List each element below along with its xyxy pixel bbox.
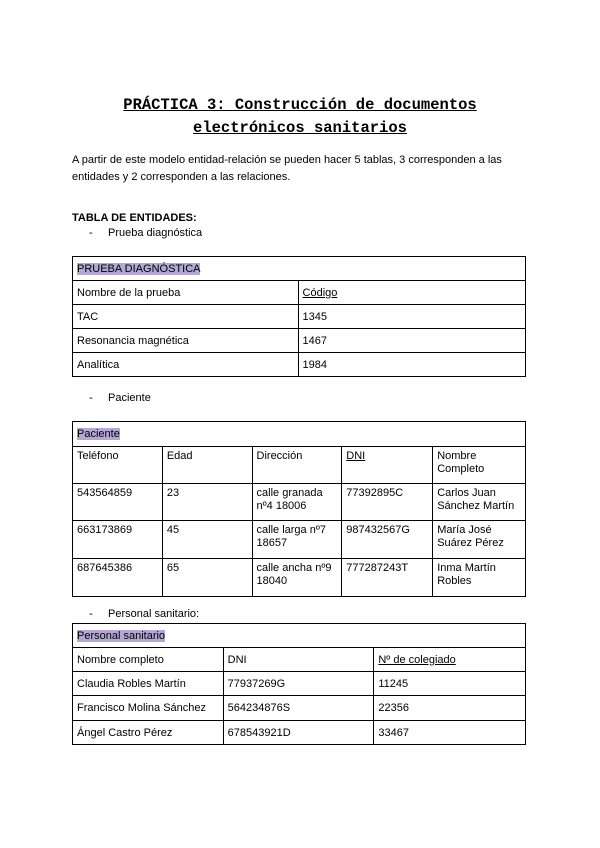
table-title-row [73,422,526,447]
header-cell: Nombre completo [73,648,224,672]
table-cell: 77392895C [342,484,433,521]
table-row [73,721,526,745]
bullet-personal: - Personal sanitario: [89,608,200,620]
personal-table-title: Personal sanitario [77,629,166,642]
intro-paragraph: A partir de este modelo entidad-relación se pueden hacer 5 tablas, 3 corresponden a las entidades y 2 corresponden a las relaciones. [72,154,502,183]
table-header-row [73,648,526,672]
table-cell: 23 [162,484,252,521]
header-cell: DNI [346,450,366,462]
table-row [73,329,526,353]
table-row [73,305,526,329]
table-cell: 11245 [374,672,526,696]
table-cell: 564234876S [223,696,374,721]
header-cell: Nombre Completo [433,447,526,484]
title-line-1: PRÁCTICA 3: Construcción de documentos [123,96,477,114]
table-row [73,521,526,559]
table-header-row [73,281,526,305]
section-heading: TABLA DE ENTIDADES: [72,212,197,224]
header-cell: Nº de colegiado [378,653,456,666]
table-cell: Ángel Castro Pérez [73,721,224,745]
header-cell: Dirección [252,447,342,484]
table-header-row [73,447,526,484]
table-cell: 33467 [374,721,526,745]
table-cell: Claudia Robles Martín [73,672,224,696]
table-row [73,559,526,597]
table-cell: Francisco Molina Sánchez [73,696,224,721]
table-row [73,672,526,696]
table-cell: 987432567G [342,521,433,559]
table-title-row [73,257,526,281]
table-cell: 65 [162,559,252,597]
table-cell: Carlos Juan Sánchez Martín [433,484,526,521]
table-cell: 22356 [374,696,526,721]
paciente-table-title: Paciente [77,428,120,440]
table-cell: 663173869 [73,521,163,559]
table-cell: calle granada nº4 18006 [252,484,342,521]
table-cell: María José Suárez Pérez [433,521,526,559]
table-cell: Analítica [73,353,299,377]
table-cell: 45 [162,521,252,559]
table-row [73,696,526,721]
table-title-row [73,624,526,648]
header-cell: Teléfono [73,447,163,484]
table-cell: calle ancha nº9 18040 [252,559,342,597]
table-cell: 1467 [298,329,525,353]
header-cell: DNI [223,648,374,672]
bullet-prueba: - Prueba diagnóstica [89,227,203,239]
header-cell: Código [302,286,338,299]
personal-table [72,623,526,745]
header-cell: Nombre de la prueba [73,281,299,305]
header-cell: Edad [162,447,252,484]
page-title [60,94,540,140]
table-cell: 543564859 [73,484,163,521]
table-cell: calle larga nº7 18657 [252,521,342,559]
paciente-table [72,421,526,597]
table-cell: Resonancia magnética [73,329,299,353]
bullet-paciente-label: Paciente [108,392,151,404]
table-cell: 1984 [298,353,525,377]
table-cell: 77937269G [223,672,374,696]
table-cell: 1345 [298,305,525,329]
table-row [73,353,526,377]
prueba-table-title: PRUEBA DIAGNÓSTICA [77,262,201,275]
table-cell: 777287243T [342,559,433,597]
table-cell: Inma Martín Robles [433,559,526,597]
bullet-prueba-label: Prueba diagnóstica [108,227,203,239]
prueba-table [72,256,526,377]
table-cell: 678543921D [223,721,374,745]
bullet-paciente: - Paciente [89,392,151,404]
table-row [73,484,526,521]
bullet-personal-label: Personal sanitario: [108,608,200,620]
title-line-2: electrónicos sanitarios [193,119,407,137]
table-cell: TAC [73,305,299,329]
table-cell: 687645386 [73,559,163,597]
